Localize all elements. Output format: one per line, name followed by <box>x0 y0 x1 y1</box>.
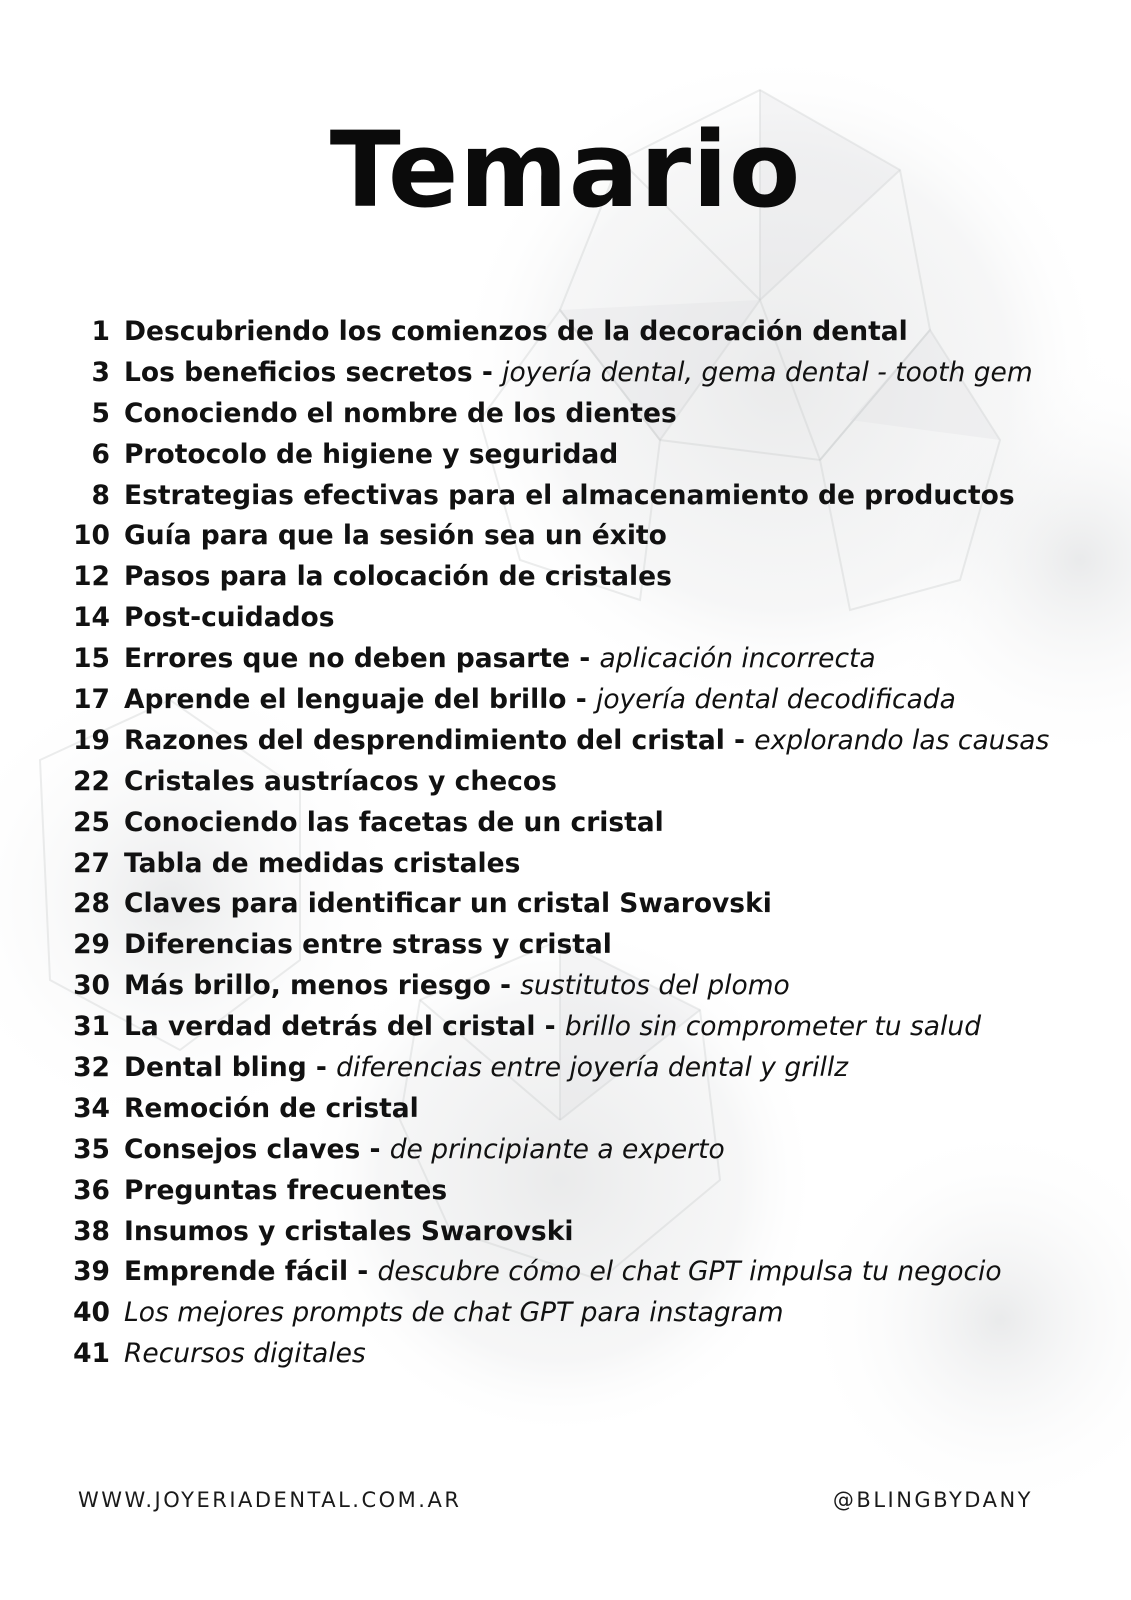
toc-entry-title: Recursos digitales <box>124 1338 366 1370</box>
toc-entry-text <box>124 888 772 919</box>
toc-page-number: 29 <box>73 929 110 961</box>
toc-page-number: 14 <box>73 602 110 634</box>
toc-entry-text <box>124 398 677 429</box>
toc-entry-text <box>124 439 618 470</box>
toc-entry-text <box>124 1052 848 1083</box>
toc-page-number: 10 <box>73 520 110 552</box>
toc-item <box>58 1134 1108 1175</box>
toc-item <box>58 1297 1108 1338</box>
toc-entry-subtitle: explorando las causas <box>754 724 1050 756</box>
toc-item <box>58 602 1108 643</box>
toc-entry-text <box>124 766 557 797</box>
toc-page-number: 38 <box>73 1215 110 1247</box>
toc-page-number: 3 <box>91 356 110 388</box>
toc-item <box>58 1093 1108 1134</box>
toc-item <box>58 643 1108 684</box>
toc-entry-title: Diferencias entre strass y cristal <box>124 929 612 961</box>
toc-entry-separator: - <box>566 684 596 716</box>
toc-item <box>58 1052 1108 1093</box>
page-title: Temario <box>329 109 802 231</box>
toc-entry-separator: - <box>724 724 755 756</box>
toc-page-number: 19 <box>73 724 110 756</box>
toc-entry-title: Los mejores prompts de chat GPT para instagram <box>124 1297 784 1329</box>
toc-page-number: 36 <box>73 1174 110 1206</box>
toc-entry-title: Cristales austríacos y checos <box>124 765 557 797</box>
toc-item <box>58 1338 1108 1379</box>
toc-entry-title: Conociendo el nombre de los dientes <box>124 397 677 429</box>
toc-entry-text <box>124 1216 573 1247</box>
toc-entry-separator: - <box>535 1011 565 1043</box>
toc-entry-text <box>124 643 876 674</box>
toc-entry-text <box>124 480 1015 511</box>
toc-entry-title: Remoción de cristal <box>124 1092 419 1124</box>
footer-website[interactable]: WWW.JOYERIADENTAL.COM.AR <box>78 1488 462 1512</box>
toc-entry-text <box>124 357 1033 388</box>
toc-entry-text <box>124 929 612 960</box>
toc-entry-title: Aprende el lenguaje del brillo <box>124 684 567 716</box>
toc-page-number: 25 <box>73 806 110 838</box>
toc-entry-title: Protocolo de higiene y seguridad <box>124 438 619 470</box>
table-of-contents <box>58 316 1108 1379</box>
toc-entry-title: Más brillo, menos riesgo <box>124 970 491 1002</box>
toc-item <box>58 316 1108 357</box>
toc-page-number: 6 <box>91 438 110 470</box>
toc-entry-separator: - <box>570 643 600 675</box>
toc-entry-text <box>124 316 908 347</box>
toc-page-number: 5 <box>91 397 110 429</box>
toc-item <box>58 684 1108 725</box>
toc-page-number: 35 <box>73 1133 110 1165</box>
toc-item <box>58 970 1108 1011</box>
toc-entry-title: Pasos para la colocación de cristales <box>124 561 672 593</box>
toc-entry-title: Los beneficios secretos <box>124 356 473 388</box>
toc-entry-title: Razones del desprendimiento del cristal <box>124 724 725 756</box>
toc-entry-text <box>124 684 956 715</box>
toc-item <box>58 439 1108 480</box>
toc-item <box>58 929 1108 970</box>
toc-entry-subtitle: diferencias entre joyería dental y grillz <box>336 1052 849 1084</box>
toc-page-number: 32 <box>73 1052 110 1084</box>
toc-page-number: 17 <box>73 684 110 716</box>
toc-entry-text <box>124 725 1049 756</box>
toc-entry-text <box>124 1338 366 1369</box>
toc-item <box>58 848 1108 889</box>
toc-entry-title: Insumos y cristales Swarovski <box>124 1215 574 1247</box>
toc-entry-separator: - <box>472 356 503 388</box>
toc-page-number: 30 <box>73 970 110 1002</box>
toc-entry-title: Dental bling <box>124 1052 307 1084</box>
toc-item <box>58 807 1108 848</box>
toc-page-number: 8 <box>91 479 110 511</box>
toc-entry-text <box>124 520 667 551</box>
toc-entry-text <box>124 1256 1002 1287</box>
toc-page-number: 15 <box>73 643 110 675</box>
toc-entry-title: Estrategias efectivas para el almacenamiento de productos <box>124 479 1015 511</box>
toc-entry-separator: - <box>348 1256 378 1288</box>
toc-entry-text <box>124 1011 981 1042</box>
toc-page-number: 40 <box>73 1297 110 1329</box>
toc-page-number: 31 <box>73 1011 110 1043</box>
toc-item <box>58 1256 1108 1297</box>
toc-item <box>58 1175 1108 1216</box>
toc-item <box>58 1011 1108 1052</box>
toc-entry-text <box>124 1093 419 1124</box>
toc-page-number: 1 <box>91 316 110 347</box>
toc-entry-subtitle: brillo sin comprometer tu salud <box>564 1011 982 1043</box>
toc-entry-subtitle: joyería dental decodificada <box>595 684 956 716</box>
toc-item <box>58 1216 1108 1257</box>
toc-entry-title: Post-cuidados <box>124 602 335 634</box>
toc-page-number: 12 <box>73 561 110 593</box>
toc-entry-text <box>124 1134 725 1165</box>
toc-page-number: 22 <box>73 765 110 797</box>
toc-entry-text <box>124 970 790 1001</box>
toc-entry-subtitle: descubre cómo el chat GPT impulsa tu negocio <box>377 1256 1002 1288</box>
toc-item <box>58 725 1108 766</box>
toc-page-number: 34 <box>73 1092 110 1124</box>
toc-entry-text <box>124 1175 447 1206</box>
toc-item <box>58 398 1108 439</box>
toc-entry-text <box>124 602 335 633</box>
footer-social-handle[interactable]: @BLINGBYDANY <box>832 1488 1033 1512</box>
toc-entry-title: Conociendo las facetas de un cristal <box>124 806 664 838</box>
toc-entry-separator: - <box>306 1052 337 1084</box>
toc-entry-text <box>124 561 672 592</box>
toc-page-number: 41 <box>73 1338 110 1370</box>
toc-entry-subtitle: aplicación incorrecta <box>599 643 876 675</box>
toc-page-number: 39 <box>73 1256 110 1288</box>
toc-item <box>58 520 1108 561</box>
toc-entry-title: Tabla de medidas cristales <box>124 847 521 879</box>
toc-entry-title: Claves para identificar un cristal Swarovski <box>124 888 772 920</box>
toc-item <box>58 888 1108 929</box>
toc-entry-subtitle: de principiante a experto <box>389 1133 725 1165</box>
toc-entry-subtitle: sustitutos del plomo <box>520 970 790 1002</box>
toc-item <box>58 480 1108 521</box>
toc-item <box>58 357 1108 398</box>
toc-entry-title: Consejos claves <box>124 1133 361 1165</box>
toc-entry-text <box>124 1297 784 1328</box>
toc-page-number: 28 <box>73 888 110 920</box>
toc-entry-text <box>124 807 664 838</box>
toc-entry-separator: - <box>490 970 521 1002</box>
toc-entry-title: Guía para que la sesión sea un éxito <box>124 520 667 552</box>
toc-entry-title: Preguntas frecuentes <box>124 1174 448 1206</box>
toc-entry-title: Descubriendo los comienzos de la decoración dental <box>124 316 908 347</box>
toc-entry-text <box>124 848 520 879</box>
toc-entry-title: La verdad detrás del cristal <box>124 1011 536 1043</box>
toc-entry-subtitle: joyería dental, gema dental - tooth gem <box>502 356 1033 388</box>
toc-page-number: 27 <box>73 847 110 879</box>
toc-item <box>58 561 1108 602</box>
toc-entry-title: Errores que no deben pasarte <box>124 643 571 675</box>
toc-item <box>58 766 1108 807</box>
toc-entry-separator: - <box>360 1133 390 1165</box>
toc-entry-title: Emprende fácil <box>124 1256 349 1288</box>
